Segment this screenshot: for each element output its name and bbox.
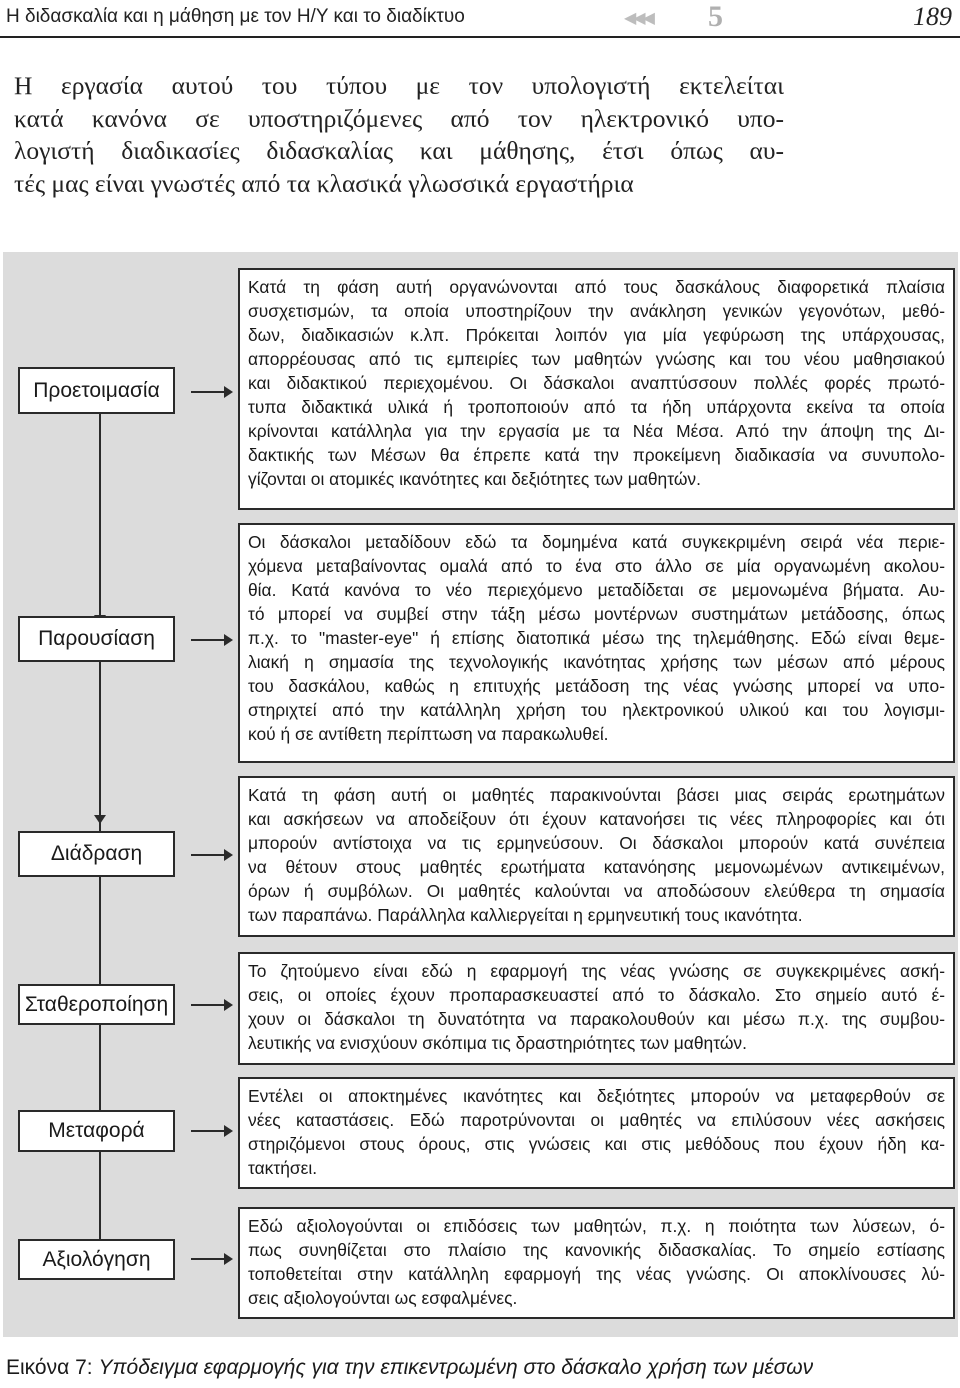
stage-label: Διάδραση <box>50 842 143 865</box>
desc-line: Κατά τη φάση αυτή οι μαθητές παρακινούνται βάσει μιας σειράς ερωτημάτων <box>248 785 945 805</box>
desc-line: Οι δάσκαλοι μεταδίδουν εδώ τα δομημένα κατά συγκεκριμένη σειρά νέα περιε- <box>248 532 945 552</box>
stage-description-evaluation <box>238 1207 955 1319</box>
figure-caption <box>6 1356 813 1380</box>
desc-line: των παραπάνω. Παράλληλα καλλιεργείται η ερμηνευτική τους ικανότητα. <box>248 905 803 925</box>
connector-line <box>99 1022 101 1110</box>
intro-line: Η εργασία αυτού του τύπου με τον υπολογιστή εκτελείται <box>14 71 784 100</box>
desc-line: Εντέλει οι αποκτημένες ικανότητες και δεξιότητες μπορούν να μεταφερθούν σε <box>248 1086 945 1106</box>
desc-line: Το ζητούμενο είναι εδώ η εφαρμογή της νέας γνώσης σε συγκεκριμένες ασκή- <box>248 961 945 981</box>
intro-line: κατά κανόνα σε υποστηριζόμενες από τον ηλεκτρονικό υπο- <box>14 103 784 133</box>
desc-line: χουν οι δάσκαλοι τη δυνατότητα να παρακολουθούν και μέσω π.χ. της συμβου- <box>248 1009 945 1029</box>
arrow-right-icon <box>191 1004 231 1006</box>
chapter-arrows-icon: ◀◀◀ <box>624 8 652 27</box>
desc-line: Εδώ αξιολογούνται οι επιδόσεις των μαθητών, π.χ. η ποιότητα των λύσεων, ό- <box>248 1216 945 1236</box>
stage-label: Προετοιμασία <box>33 378 160 402</box>
desc-line: απορρέουσας από τις εμπειρίες των μαθητών γνώσης και του νέου μαθησιακού <box>248 349 945 369</box>
desc-line: και διδακτικού περιεχομένου. Οι δάσκαλοι αναπτύσσουν πολλές φορές πρωτό- <box>248 373 945 393</box>
desc-line: τό μπορεί να συμβεί στην τάξη μέσω μοντέρνων συστημάτων μετάδοσης, όπως <box>248 604 945 624</box>
arrow-right-icon <box>191 854 231 856</box>
arrow-right-icon <box>191 639 231 641</box>
desc-line: συσχετισμών, τα οποία υποστηρίζουν την ανάκληση γενικών γεγονότων, μεθό- <box>248 301 945 321</box>
desc-line: π.χ. το "master-eye" ή επίσης διατοπικά μέσω της τηλεμάθησης. Εδώ είναι θεμε- <box>248 628 945 648</box>
desc-line: λευτικής να ενισχύουν σκόπιμα τις δραστηριότητες των μαθητών. <box>248 1033 747 1053</box>
desc-line: δων, διαδικασιών κ.λπ. Πρόκειται λοιπόν για μία γεφύρωση της υπάρχουσας, <box>248 325 945 345</box>
desc-line: νέες καταστάσεις. Εδώ παροτρύνονται οι μαθητές να επιλύσουν νέες ασκήσεις <box>248 1110 945 1130</box>
page-number: 189 <box>913 2 952 31</box>
chapter-number: 5 <box>708 0 723 33</box>
stage-box-evaluation <box>18 1239 175 1280</box>
stage-description-transfer <box>238 1077 955 1189</box>
connector-arrow <box>99 416 101 622</box>
desc-line: θία. Κατά κανόνα το νέο περιεχόμενο μεταδίδεται σε μεμονωμένα βήματα. Αυ- <box>248 580 945 600</box>
desc-line: Κατά τη φάση αυτή οργανώνονται από τους δασκάλους διαφορετικά πλαίσια <box>248 277 945 297</box>
header-title: Η διδασκαλία και η μάθηση με τον Η/Υ και το διαδίκτυο <box>6 6 465 27</box>
stage-label: Σταθεροποίηση <box>24 992 169 1016</box>
desc-line: του δασκάλου, καθώς η επιτυχής μετάδοση της νέας γνώσης μπορεί να υπο- <box>248 676 945 696</box>
desc-line: τοποθετείται στην κατάλληλη εφαρμογή της νέας γνώσης. Οι αποκλίνουσες λύ- <box>248 1264 945 1284</box>
figure-panel <box>3 252 958 1337</box>
stage-description-presentation <box>238 523 955 763</box>
stage-description-interaction <box>238 776 955 937</box>
desc-line: πως συνηθίζεται στο πλαίσιο της κανονικής διδασκαλίας. Το σημείο εστίασης <box>248 1240 945 1260</box>
desc-line: σεις αξιολογούνται ως εσφαλμένες. <box>248 1288 518 1308</box>
arrow-right-icon <box>191 1130 231 1132</box>
stage-box-consolidation <box>18 984 175 1025</box>
running-header <box>0 0 960 38</box>
desc-line: στηριζόμενοι στους όρους, στις γνώσεις και στις μεθόδους που έχουν ήδη κα- <box>248 1134 945 1154</box>
connector-line <box>99 662 101 838</box>
caption-prefix: Εικόνα 7: <box>6 1356 93 1379</box>
stage-box-interaction <box>18 831 175 877</box>
stage-box-preparation <box>18 367 175 414</box>
intro-line: λογιστή διαδικασίες διδασκαλίας και μάθησης, έτσι όπως αυ- <box>14 136 784 165</box>
connector-line <box>99 877 101 989</box>
stage-box-presentation <box>18 616 175 662</box>
stage-box-transfer <box>18 1110 175 1152</box>
desc-line: κού ή σε αντίθετη περίπτωση να παρακωλυθεί. <box>248 724 609 744</box>
desc-line: κρίνονται κατάλληλα για την εργασία με τα Νέα Μέσα. Από την άποψη της Δι- <box>248 421 945 441</box>
desc-line: τακτήσει. <box>248 1158 318 1178</box>
intro-paragraph <box>14 70 784 200</box>
desc-line: και ασκήσεων να αποδείξουν ότι έχουν κατανοήσει τις νέες πληροφορίες και ότι <box>248 809 945 829</box>
desc-line: γίζονται οι ατομικές ικανότητες και δεξιότητες των μαθητών. <box>248 469 701 489</box>
stage-description-preparation <box>238 268 955 510</box>
intro-line: τές μας είναι γνωστές από τα κλασικά γλωσσικά εργαστήρια <box>14 168 634 198</box>
stage-description-consolidation <box>238 952 955 1065</box>
desc-line: μπορούν αντίστοιχα να τις ερμηνεύσουν. Οι δάσκαλοι μπορούν κατά συνέπεια <box>248 833 945 853</box>
caption-text: Υπόδειγμα εφαρμογής για την επικεντρωμένη στο δάσκαλο χρήση των μέσων <box>98 1356 814 1379</box>
arrow-right-icon <box>191 391 231 393</box>
desc-line: χόμενα μεταβαίνοντας ομαλά από το ένα στο άλλο σε μία οργανωμένη ακολου- <box>248 556 945 576</box>
arrow-right-icon <box>191 1258 231 1260</box>
desc-line: στηριχτεί από την κατάλληλη χρήση του ηλεκτρονικού υλικού και του λογισμι- <box>248 700 945 720</box>
desc-line: τυπα διδακτικά υλικά ή τροποποιούν από τα ήδη υπάρχοντα εκείνα τα οποία <box>248 397 945 417</box>
desc-line: σεις, οι οποίες έχουν προπαρασκευαστεί από το δάσκαλο. Στο σημείο αυτό έ- <box>248 985 945 1005</box>
desc-line: όρων ή συμβόλων. Οι μαθητές καλούνται να αποδώσουν ελεύθερα τη σημασία <box>248 881 945 901</box>
connector-line <box>99 1150 101 1240</box>
desc-line: να θέτουν στους μαθητές ερωτήματα κατανόησης μεμονωμένων αντικειμένων, <box>248 857 945 877</box>
desc-line: λιακή η σημασία της τεχνολογικής ικανότητας χρήσης των μέσων από μέρους <box>248 652 945 672</box>
desc-line: δακτικής των Μέσων θα έπρεπε κατά την προκείμενη διαδικασία να συνυπολο- <box>248 445 945 465</box>
stage-label: Μεταφορά <box>48 1119 145 1142</box>
stage-label: Αξιολόγηση <box>42 1247 151 1271</box>
stage-label: Παρουσίαση <box>38 627 155 650</box>
